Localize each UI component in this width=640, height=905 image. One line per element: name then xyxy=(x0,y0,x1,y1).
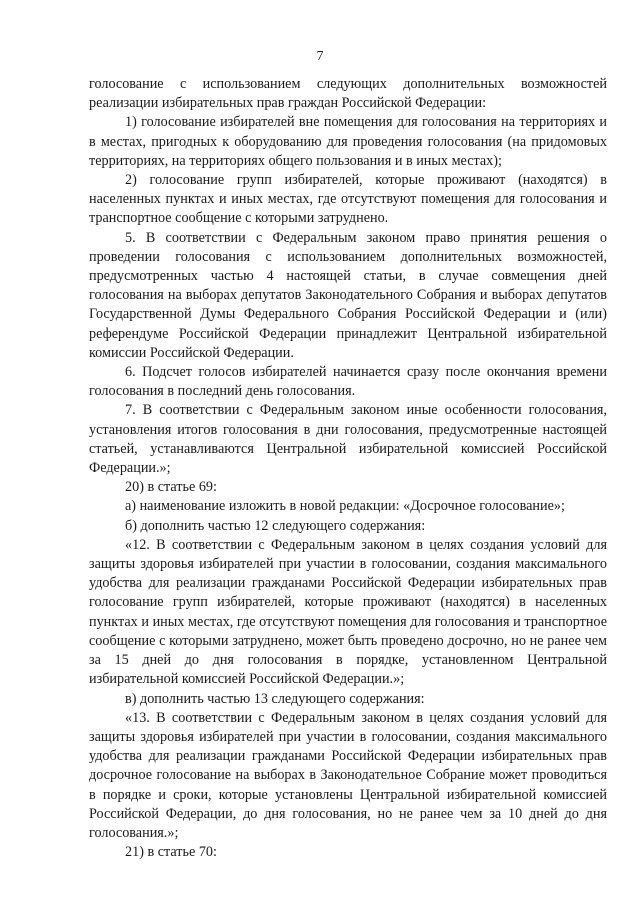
paragraph: 21) в статье 70: xyxy=(125,844,217,861)
paragraph: 2) голосование групп избирателей, которые проживают (находятся) в населенных пунктах и иных местах, где отсутствуют помещения для голосования и транспортное сообщение с которыми затруднено. xyxy=(89,172,607,227)
paragraph: 7. В соответствии с Федеральным законом иные особенности голосования, установления итогов голосования в дни голосования, предусмотренные настоящей статьей, устанавливаются Центральной избирательной комиссией Российской Федерации.»; xyxy=(89,402,607,477)
paragraph: а) наименование изложить в новой редакции: «Досрочное голосование»; xyxy=(125,498,565,515)
paragraph: 5. В соответствии с Федеральным законом право принятия решения о проведении голосования с использованием дополнительных возможностей, предусмотренных частью 4 настоящей статьи, в случае совмещения дней голосования на выборах депутатов Законодательного Собрания и выборах депутатов Государственной Думы Федерального Собрания Российской Федерации и (или) референдуме Российской Федерации принадлежит Центральной избирательной комиссии Российской Федерации. xyxy=(89,229,607,361)
paragraph: голосование с использованием следующих дополнительных возможностей реализации избирательных прав граждан Российской Федерации: xyxy=(89,76,607,112)
document-body xyxy=(89,75,607,862)
paragraph: «12. В соответствии с Федеральным законом в целях создания условий для защиты здоровья избирателей при участии в голосовании, создания максимального удобства для реализации гражданами Российской Федерации избирательных прав голосование групп избирателей, которые проживают (находятся) в населенных пунктах и иных местах, где отсутствуют помещения для голосования и транспортное сообщение с которыми затруднено, может быть проведено досрочно, но не ранее чем за 15 дней до дня голосования в порядке, установленном Центральной избирательной комиссией Российской Федерации.»; xyxy=(89,536,607,688)
paragraph: 6. Подсчет голосов избирателей начинается сразу после окончания времени голосования в последний день голосования. xyxy=(89,364,607,400)
paragraph: б) дополнить частью 12 следующего содержания: xyxy=(125,517,426,534)
paragraph: в) дополнить частью 13 следующего содержания: xyxy=(125,690,425,707)
paragraph: «13. В соответствии с Федеральным законом в целях создания условий для защиты здоровья избирателей при участии в голосовании, создания максимального удобства для реализации гражданами Российской Федерации избирательных прав досрочное голосование на выборах в Законодательное Собрание может проводиться в порядке и сроки, которые установлены Центральной избирательной комиссией Российской Федерации, до дня голосования, но не ранее чем за 10 дней до дня голосования.»; xyxy=(89,709,607,841)
paragraph: 1) голосование избирателей вне помещения для голосования на территориях и в местах, пригодных к оборудованию для проведения голосования (на придомовых территориях, на территориях общего пользования и в иных местах); xyxy=(89,114,607,169)
page-number: 7 xyxy=(316,49,324,64)
paragraph: 20) в статье 69: xyxy=(125,479,217,496)
